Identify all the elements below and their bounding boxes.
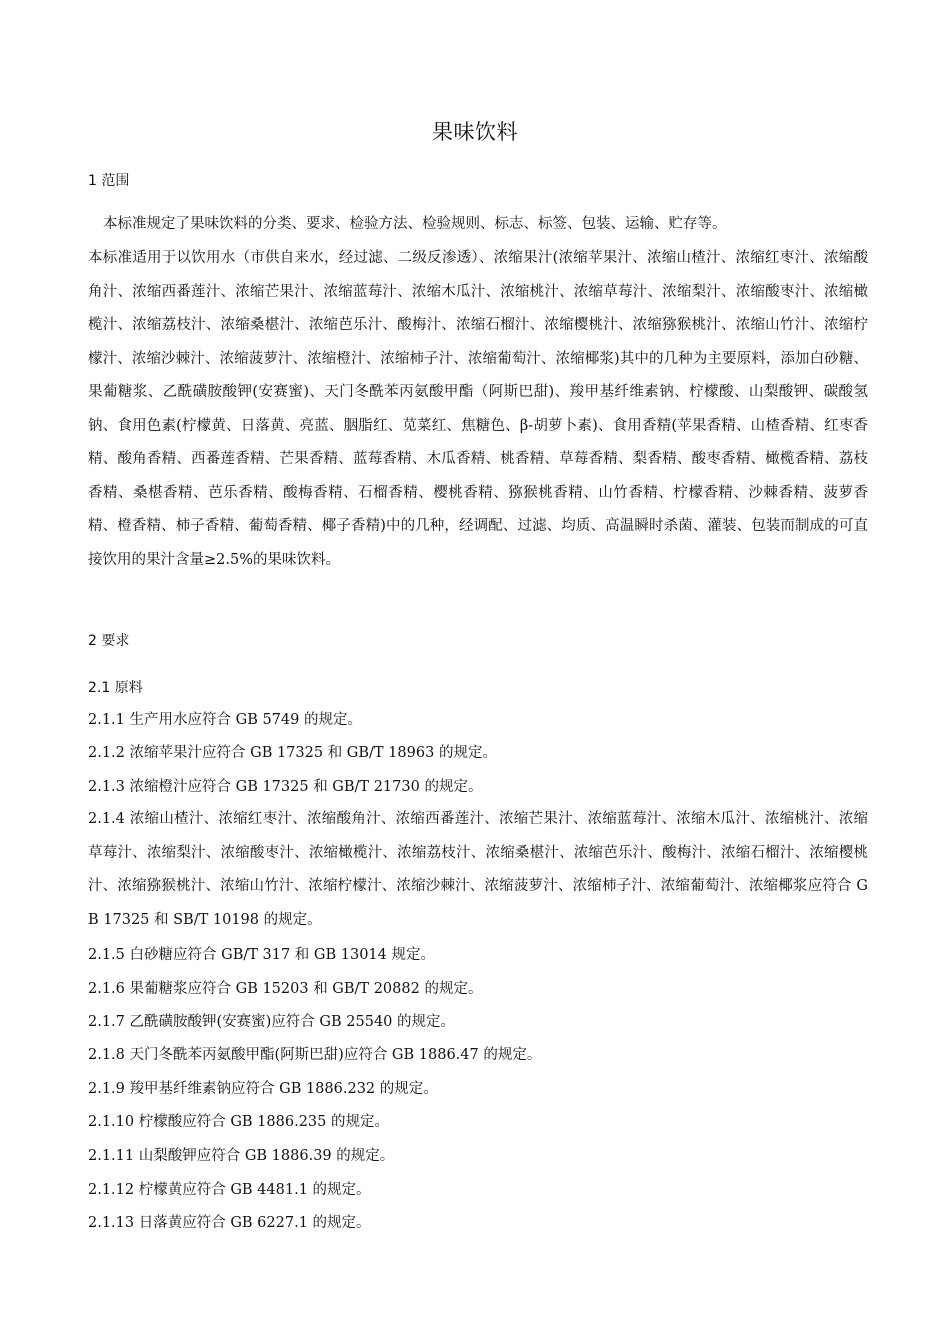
requirement-item: 2.1.13 日落黄应符合 GB 6227.1 的规定。 [88, 1215, 371, 1231]
document-title: 果味饮料 [432, 120, 518, 144]
scope-paragraph-2: 本标准适用于以饮用水（市供自来水，经过滤、二级反渗透）、浓缩果汁(浓缩苹果汁、浓缩山楂汁、浓缩红枣汁、浓缩酸角汁、浓缩西番莲汁、浓缩芒果汁、浓缩蓝莓汁、浓缩木瓜汁、浓缩桃汁、浓缩草莓汁、浓缩梨汁、浓缩酸枣汁、浓缩橄榄汁、浓缩荔枝汁、浓缩桑椹汁、浓缩芭乐汁、酸梅汁、浓缩石榴汁、浓缩樱桃汁、浓缩猕猴桃汁、浓缩山竹汁、浓缩柠檬汁、浓缩沙棘汁、浓缩菠萝汁、浓缩橙汁、浓缩柿子汁、浓缩葡萄汁、浓缩椰浆)其中的几种为主要原料，添加白砂糖、果葡糖浆、乙酰磺胺酸钾(安赛蜜)、天门冬酰苯丙氨酸甲酯（阿斯巴甜)、羧甲基纤维素钠、柠檬酸、山梨酸钾、碳酸氢钠、食用色素(柠檬黄、日落黄、亮蓝、胭脂红、苋菜红、焦糖色、β-胡萝卜素)、食用香精(苹果香精、山楂香精、红枣香精、酸角香精、西番莲香精、芒果香精、蓝莓香精、木瓜香精、桃香精、草莓香精、梨香精、酸枣香精、橄榄香精、荔枝香精、桑椹香精、芭乐香精、酸梅香精、石榴香精、樱桃香精、猕猴桃香精、山竹香精、柠檬香精、沙棘香精、菠萝香精、橙香精、柿子香精、葡萄香精、椰子香精)中的几种，经调配、过滤、均质、高温瞬时杀菌、灌装、包装而制成的可直接饮用的果汁含量≥2.5%的果味饮料。 [88, 250, 868, 568]
requirement-item: 2.1.11 山梨酸钾应符合 GB 1886.39 的规定。 [88, 1148, 395, 1164]
requirement-item: 2.1.7 乙酰磺胺酸钾(安赛蜜)应符合 GB 25540 的规定。 [88, 1014, 456, 1030]
requirement-item: 2.1.12 柠檬黄应符合 GB 4481.1 的规定。 [88, 1182, 371, 1198]
requirement-item: 2.1.10 柠檬酸应符合 GB 1886.235 的规定。 [88, 1114, 389, 1130]
requirement-item: 2.1.4 浓缩山楂汁、浓缩红枣汁、浓缩酸角汁、浓缩西番莲汁、浓缩芒果汁、浓缩蓝莓汁、浓缩木瓜汁、浓缩桃汁、浓缩草莓汁、浓缩梨汁、浓缩酸枣汁、浓缩橄榄汁、浓缩荔枝汁、浓缩桑椹汁、浓缩芭乐汁、酸梅汁、浓缩石榴汁、浓缩樱桃汁、浓缩猕猴桃汁、浓缩山竹汁、浓缩柠檬汁、浓缩沙棘汁、浓缩菠萝汁、浓缩柿子汁、浓缩葡萄汁、浓缩椰浆应符合 GB 17325 和 SB/T 10198 的规定。 [88, 811, 868, 928]
requirement-item: 2.1.6 果葡糖浆应符合 GB 15203 和 GB/T 20882 的规定。 [88, 981, 483, 997]
scope-paragraph-1: 本标准规定了果味饮料的分类、要求、检验方法、检验规则、标志、标签、包装、运输、贮存等。 [103, 216, 727, 232]
requirement-item: 2.1.1 生产用水应符合 GB 5749 的规定。 [88, 712, 362, 728]
subsection-heading-materials: 2.1 原料 [88, 680, 143, 696]
requirement-item: 2.1.3 浓缩橙汁应符合 GB 17325 和 GB/T 21730 的规定。 [88, 779, 483, 795]
requirement-item: 2.1.9 羧甲基纤维素钠应符合 GB 1886.232 的规定。 [88, 1081, 438, 1097]
section-heading-requirements: 2 要求 [88, 633, 130, 649]
requirement-item: 2.1.5 白砂糖应符合 GB/T 317 和 GB 13014 规定。 [88, 947, 435, 963]
section-heading-scope: 1 范围 [88, 173, 130, 189]
requirement-item: 2.1.2 浓缩苹果汁应符合 GB 17325 和 GB/T 18963 的规定。 [88, 745, 497, 761]
requirement-item: 2.1.8 天门冬酰苯丙氨酸甲酯(阿斯巴甜)应符合 GB 1886.47 的规定。 [88, 1047, 542, 1063]
